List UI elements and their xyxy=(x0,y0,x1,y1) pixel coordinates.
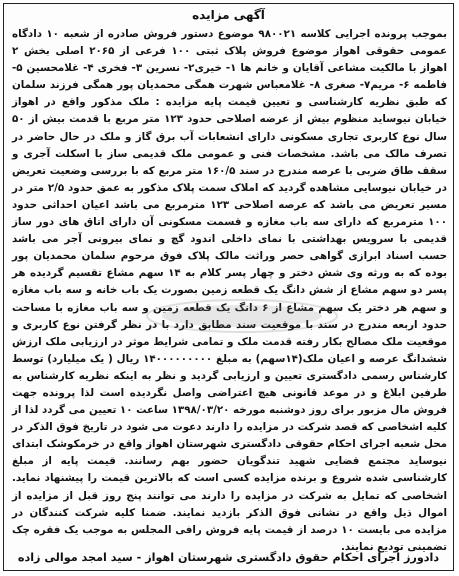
notice-title: آگهی مزایده xyxy=(192,8,265,22)
auction-notice xyxy=(3,3,454,571)
notice-signature: دادورز اجرای احکام حقوق دادگستری شهرستان اهواز - سید امجد موالی زاده xyxy=(17,551,440,564)
notice-body: بموجب پرونده اجرایی کلاسه ۹۸۰۰۲۱ موضوع دستور فروش صادره از شعبه ۱۰ دادگاه عمومی حقوقی اهواز موضوع فروش پلاک ثبتی ۱۰۰ فرعی از ۲۰۶۵ اصلی بخش ۲ اهواز با مالکیت مشاعی آقایان و خانم ها ۱- خیری۲- نسرین ۳- فخری ۴- غلامحسین ۵- فاطمه ۶- مریم۷- صغری ۸- غلامعباس شهرت همگی محمدیان پور همگی فرزند سلمان که طبق نظریه کارشناسی و تعیین قیمت پایه مزایده : ملک مذکور واقع در اهواز خیابان نیوساید منظوم بیش از عرضه اصلاحی حدود ۱۲۳ متر مربع با قدمت بیش از ۵۰ سال نوع کاربری تجاری مسکونی دارای انشعابات آب برق گاز و ملک در حال حاضر در تصرف مالک می باشد. مشخصات فنی و عمومی ملک قدیمی ساز با اسکلت آجری و سقف طاق ضربی با عرصه مندرج در سند ۱۶۰/۵ متر مربع که با بررسی وضعیت تعریض در خیابان نیوسایی مشاهده گردید که املاک سمت پلاک مذکور به عمق حدود ۲/۵ متر در مسیر تعریض می باشد که عرصه اصلاحی ۱۲۳ مترمربع می باشد اعیان احداثی حدود ۱۰۰ مترمربع که دارای سه باب مغازه و قسمت مسکونی آن دارای اتاق های دور ساز قدیمی با سرویس بهداشتی با نمای داخلی اندود گچ و نمای بیرونی آجر می باشد حسب اسناد ابرازی گواهی حصر وراثت مالک پلاک فوق مرحوم سلمان محمدیان پور بوده که به ورثه وی شش دختر و چهار پسر کلام به ۱۴ سهم مشاع تقسیم گردیده هر پسر دو سهم مشاع از شش دانگ یک قطعه زمین بصورت یک باب خانه و سه باب مغازه و سهم هر دختر یک سهم مشاع از ۶ دانگ یک قطعه زمین و سه باب مغازه با مساحت حدود اربعه مندرج در سند با موقعیت سند مطابق دارد با در نظر گرفتن نوع کاربری و موقعیت ملک مصالح بکار رفته قدمت ملک و تمامی شرایط موثر در ارزیابی ملک ارزش ششدانگ عرصه و اعیان ملک(۱۴سهم) به مبلغ ۱۴۰۰۰۰۰۰۰۰۰ ریال ( یک میلیارد) توسط کارشناس رسمی دادگستری تعیین و ارزیابی گردید و نظر به اینکه نظریه کارشناس به طرفین ابلاغ و در موعد قانونی هیچ اعتراضی واصل نگردیده است لذا پرونده جهت فروش مال مزبور برای روز دوشنبه مورخه ۱۳۹۸/۰۳/۲۰ ساعت ۱۰ تعیین می گردد لذا از کلیه اشخاصی که قصد شرکت در مزایده را دارند دعوت می شود در تاریخ فوق الذکر در محل شعبه اجرای احکام حقوقی دادگستری شهرستان اهواز واقع در خرمکوشک ابتدای نیوساید مجتمع قضایی شهید تندگویان حضور بهم رسانند. قیمت پایه از مبلغ کارشناسی شده شروع و برنده مزایده کسی است که بالاترین قیمت را پیشنهاد نماید. اشخاصی که تمایل به شرکت در مزایده را دارند می توانند پنج روز قبل از مزایده از اموال ذیل واقع در نشانی فوق الذکر بازدید نمایند. ضمنا کلیه شرکت کنندگان در مزایده می بایست ۱۰ درصد از قیمت پایه فروش رافی المجلس به موجب یک فقره چک تضمینی تودیع نمایند. xyxy=(12,28,447,553)
